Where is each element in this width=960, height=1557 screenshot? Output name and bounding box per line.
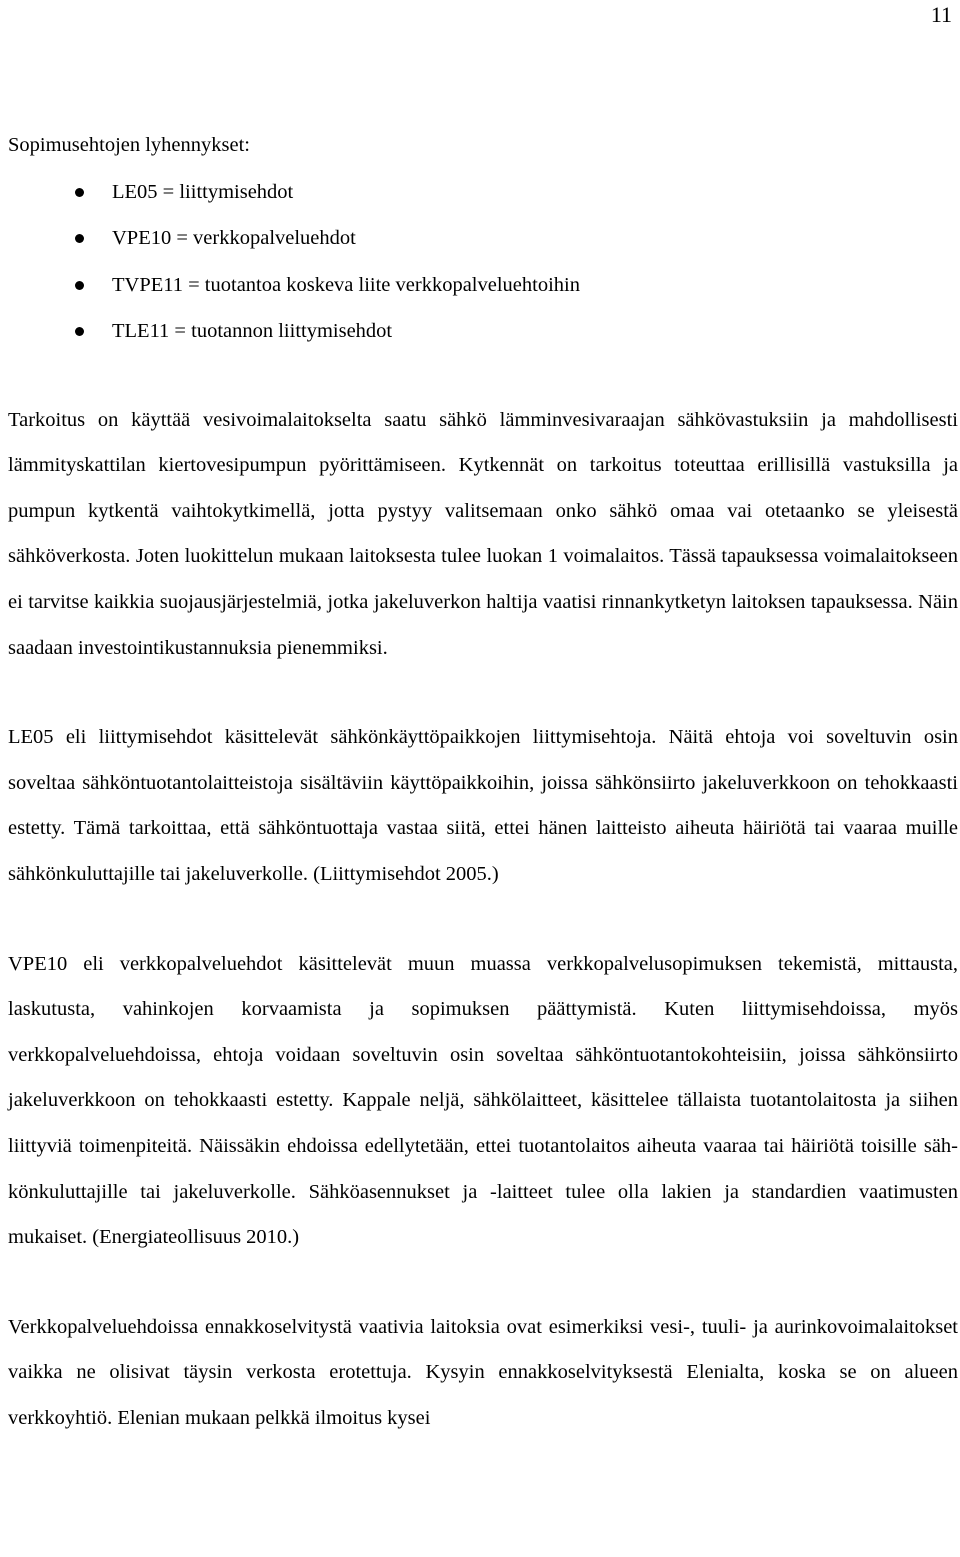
list-item-text: TVPE11 = tuotantoa koskeva liite verkkopalveluehtoihin	[112, 273, 580, 296]
list-item	[8, 262, 958, 309]
list-item	[8, 215, 958, 262]
list-item-text: LE05 = liittymisehdot	[112, 180, 294, 203]
paragraph-vpe10: VPE10 eli verkkopalveluehdot käsittelevät muun muassa verkkopalvelusopimuksen tekemistä, mittausta, laskutusta, vahinkojen korvaamista ja sopimuksen päättymistä. Kuten liittymisehdoissa, myös verkkopalveluehdoissa, ehtoja voidaan soveltuvin osin soveltaa sähköntuotantokohteisiin, joissa sähkönsiirto jakeluverkkoon on tehokkaasti estetty. Kappale neljä, sähkölaitteet, käsittelee tällaista tuotantolaitosta ja siihen liittyviä toimenpiteitä. Näissäkin ehdoissa edellytetään, ettei tuotantolaitos aiheuta vaaraa tai häiriötä toisille sähkönkuluttajille tai jakeluverkolle. Sähköasennukset ja -laitteet tulee olla lakien ja standardien vaatimusten mukaiset. (Energiateollisuus 2010.)	[8, 952, 958, 1249]
list-item	[8, 169, 958, 216]
document-body	[8, 123, 958, 1441]
list-item	[8, 308, 958, 355]
list-item-text: TLE11 = tuotannon liittymisehdot	[112, 320, 393, 343]
bullet-icon	[75, 234, 84, 243]
bullet-icon	[75, 327, 84, 336]
paragraph-preliminary-survey: Verkkopalveluehdoissa ennakkoselvitystä vaativia laitoksia ovat esimerkiksi vesi-, tuuli- ja aurinkovoimalaitokset vaikka ne olisivat täysin verkosta erotettuja. Kysyin ennakkoselvityksestä Elenialta, koska se on alueen verkkoyhtiö. Elenian mukaan pelkkä ilmoitus kysei	[8, 1315, 958, 1429]
bullet-icon	[75, 188, 84, 197]
abbreviation-list	[8, 169, 958, 355]
section-heading: Sopimusehtojen lyhennykset:	[8, 134, 250, 156]
page-number: 11	[930, 2, 952, 27]
paragraph-purpose: Tarkoitus on käyttää vesivoimalaitokselta saatu sähkö lämminvesivaraajan sähkövastuksiin ja mahdollisesti lämmityskattilan kiertovesipumpun pyörittämiseen. Kytkennät on tarkoitus toteuttaa erillisillä vastuksilla ja pumpun kytkentä vaihtokytkimellä, jotta pystyy valitsemaan onko sähkö omaa vai otetaanko se yleisestä sähköverkosta. Joten luokittelun mukaan laitoksesta tulee luokan 1 voimalaitos. Tässä tapauksessa voimalaitokseen ei tarvitse kaikkia suojausjärjestelmiä, jotka jakeluverkon haltija vaatisi rinnankytketyn laitoksen tapauksessa. Näin saadaan investointikustannuksia pienemmiksi.	[8, 408, 958, 659]
list-item-text: VPE10 = verkkopalveluehdot	[112, 227, 356, 250]
bullet-icon	[75, 281, 84, 290]
paragraph-le05: LE05 eli liittymisehdot käsittelevät sähkönkäyttöpaikkojen liittymisehtoja. Näitä ehtoja voi soveltuvin osin soveltaa sähköntuotantolaitteistoja sisältäviin käyttöpaikkoihin, joissa sähkönsiirto jakeluverkkoon on tehokkaasti estetty. Tämä tarkoittaa, että sähköntuottaja vastaa siitä, ettei hänen laitteisto aiheuta häiriötä tai vaaraa muille sähkönkuluttajille tai jakeluverkolle. (Liittymisehdot 2005.)	[8, 726, 958, 885]
